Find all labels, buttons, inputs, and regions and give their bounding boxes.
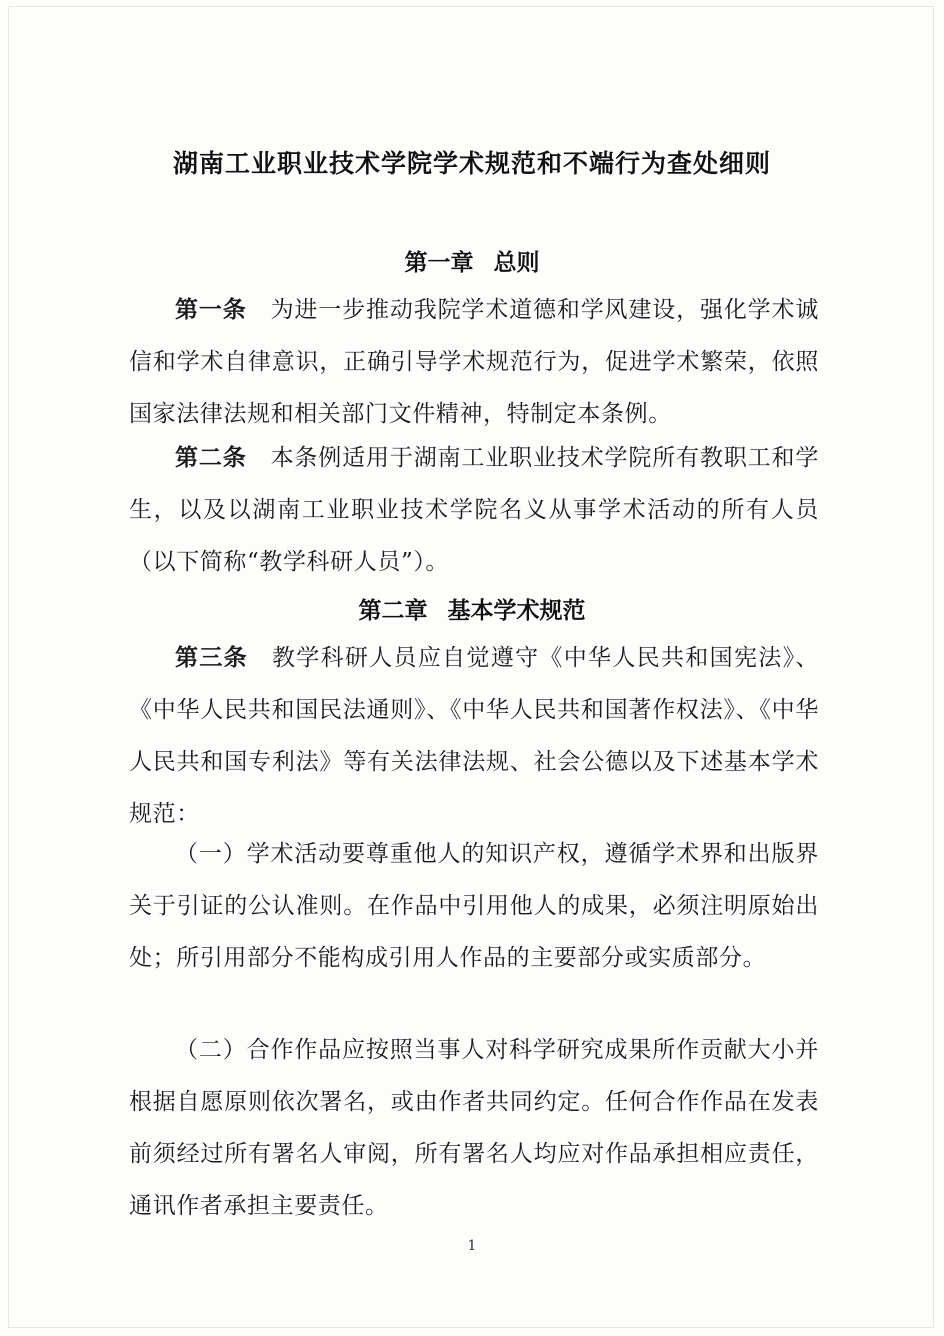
article-3-item-2: （二）合作作品应按照当事人对科学研究成果所作贡献大小并根据自愿原则依次署名，或由作者共同约定。任何合作作品在发表前须经过所有署名人审阅，所有署名人均应对作品承担相应责任，通讯作者承担主要责任。 [129, 1037, 819, 1219]
chapter-2-heading [0, 592, 944, 625]
article-3-number: 第三条 [175, 645, 248, 671]
article-2-text: 本条例适用于湖南工业职业技术学院所有教职工和学生，以及以湖南工业职业技术学院名义从事学术活动的所有人员（以下简称“教学科研人员”）。 [129, 445, 819, 575]
article-2-number: 第二条 [175, 445, 247, 471]
chapter-1-name: 总则 [493, 250, 540, 276]
chapter-2-name: 基本学术规范 [447, 598, 586, 624]
chapter-2-number: 第二章 [358, 598, 428, 624]
page-number: 1 [467, 1238, 477, 1254]
chapter-1-number: 第一章 [404, 250, 474, 276]
article-3-text: 教学科研人员应自觉遵守《中华人民共和国宪法》、《中华人民共和国民法通则》、《中华人民共和国著作权法》、《中华人民共和国专利法》等有关法律法规、社会公德以及下述基本学术规范： [129, 645, 819, 827]
article-1-text: 为进一步推动我院学术道德和学风建设，强化学术诚信和学术自律意识，正确引导学术规范行为，促进学术繁荣，依照国家法律法规和相关部门文件精神，特制定本条例。 [129, 297, 819, 427]
document-title: 湖南工业职业技术学院学术规范和不端行为查处细则 [172, 149, 771, 178]
article-1-number: 第一条 [175, 297, 247, 323]
article-3-item-1: （一）学术活动要尊重他人的知识产权，遵循学术界和出版界关于引证的公认准则。在作品中引用他人的成果，必须注明原始出处；所引用部分不能构成引用人作品的主要部分或实质部分。 [129, 841, 819, 971]
article-3 [129, 632, 819, 840]
article-1 [129, 284, 819, 440]
chapter-1-heading [0, 244, 944, 277]
article-2 [129, 432, 819, 588]
